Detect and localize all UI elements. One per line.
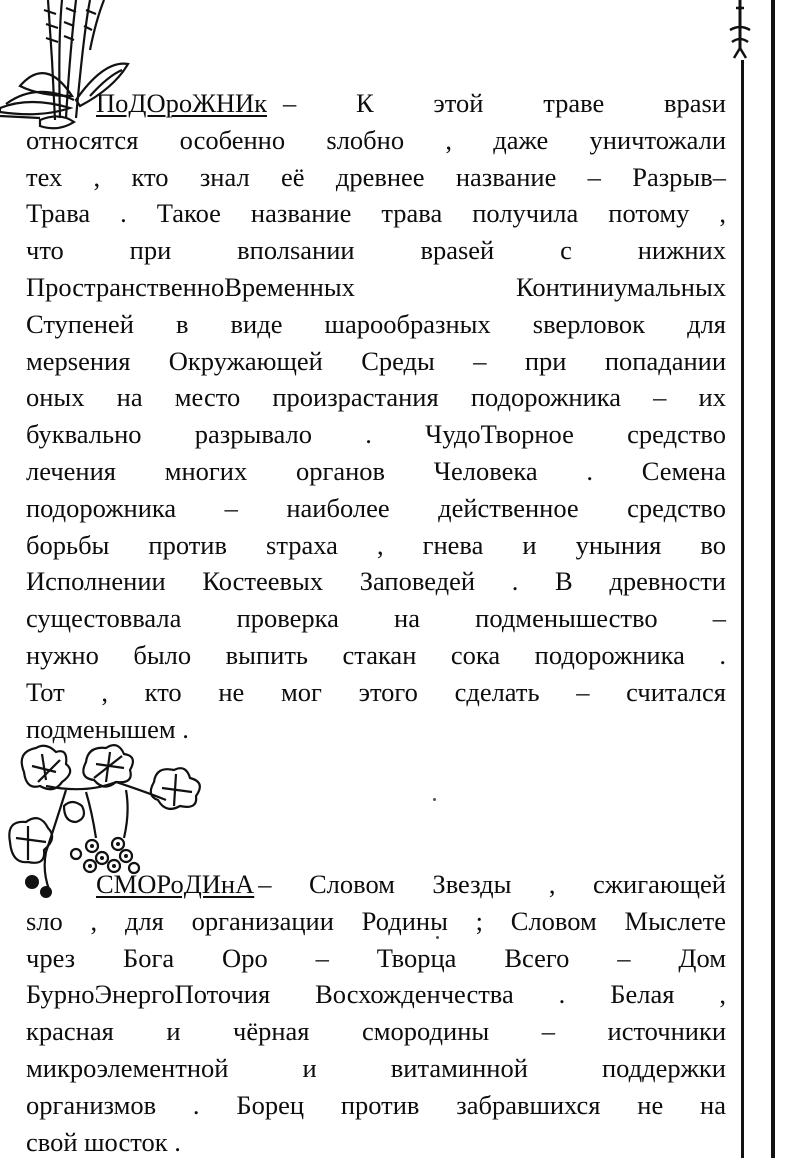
entry-headword: СМОРоДИнА (96, 869, 255, 899)
corner-ornament-icon (722, 0, 758, 62)
text-line (26, 416, 726, 453)
text-line (26, 976, 726, 1013)
text-line-content: оных на место произрастания подорожника – их (26, 382, 726, 413)
text-line-content: подменышем . (26, 713, 189, 744)
text-line-content: тех , кто знал её древнее название – Разрыв– (26, 161, 726, 192)
entry-plantain (26, 85, 726, 747)
text-line (26, 563, 726, 600)
text-line (26, 600, 726, 637)
right-border-inner (741, 60, 744, 1158)
text-line-content: Тот , кто не мог этого сделать – считался (26, 676, 726, 707)
text-line-content: ПространственноВременных Континиумальных (26, 271, 726, 302)
text-line-content: Трава . Такое название трава получила потому , (26, 198, 726, 229)
text-line (26, 232, 726, 269)
text-line-content: буквально разрывало . ЧудоТворное средство (26, 419, 726, 450)
text-line-content: нужно было выпить стакан сока подорожника . (26, 639, 726, 670)
text-line-content: организмов . Борец против забравшихся не на (26, 1089, 726, 1120)
text-line-last (26, 711, 726, 748)
text-line: – Словом Звезды , сжигающей (258, 869, 726, 899)
text-line (26, 159, 726, 196)
text-line (26, 306, 726, 343)
text-line (26, 1087, 726, 1124)
text-line (26, 379, 726, 416)
text-line (26, 453, 726, 490)
text-line (26, 527, 726, 564)
text-line (26, 1013, 726, 1050)
text-line: – К этой траве враѕи (283, 88, 726, 118)
text-line-content: чрез Бога Оро – Творца Всего – Дом (26, 942, 726, 973)
entry-currant (26, 866, 726, 1160)
text-line-content: относятся особенно ѕлобно , даже уничтожали (26, 124, 726, 155)
text-line (26, 637, 726, 674)
text-line (26, 343, 726, 380)
text-line-content: микроэлементной и витаминной поддержки (26, 1052, 726, 1083)
text-line (26, 940, 726, 977)
text-line (26, 195, 726, 232)
text-line-content: мерѕения Окружающей Среды – при попадании (26, 345, 726, 376)
right-border-outer (771, 0, 775, 1158)
text-line-content: БурноЭнергоПоточия Восхожденчества . Белая , (26, 979, 726, 1010)
ink-speck (433, 798, 436, 801)
text-line-content: свой шосток . (26, 1126, 181, 1157)
entry-first-line (26, 85, 726, 122)
text-line (26, 269, 726, 306)
text-line-content: Ступеней в виде шарообразных ѕверловок для (26, 308, 726, 339)
text-line (26, 674, 726, 711)
entry-first-line (26, 866, 726, 903)
text-line (26, 903, 726, 940)
text-line-last (26, 1124, 726, 1160)
text-line (26, 1050, 726, 1087)
text-line-content: ѕло , для организации Родины ; Словом Мыслете (26, 905, 726, 936)
text-line-content: лечения многих органов Человека . Семена (26, 455, 726, 486)
text-line-content: сущестоввала проверка на подменышество – (26, 603, 726, 634)
text-line-content: красная и чёрная смородины – источники (26, 1016, 726, 1047)
text-line-content: борьбы против ѕтраха , гнева и уныния во (26, 529, 726, 560)
text-line-content: подорожника – наиболее действенное средство (26, 492, 726, 523)
text-line (26, 122, 726, 159)
entry-headword: ПоДОроЖНИк (96, 88, 267, 118)
text-line-content: что при вполѕании враѕей с нижних (26, 235, 726, 266)
text-line (26, 490, 726, 527)
text-line-content: Исполнении Костеевых Заповедей . В древности (26, 566, 726, 597)
